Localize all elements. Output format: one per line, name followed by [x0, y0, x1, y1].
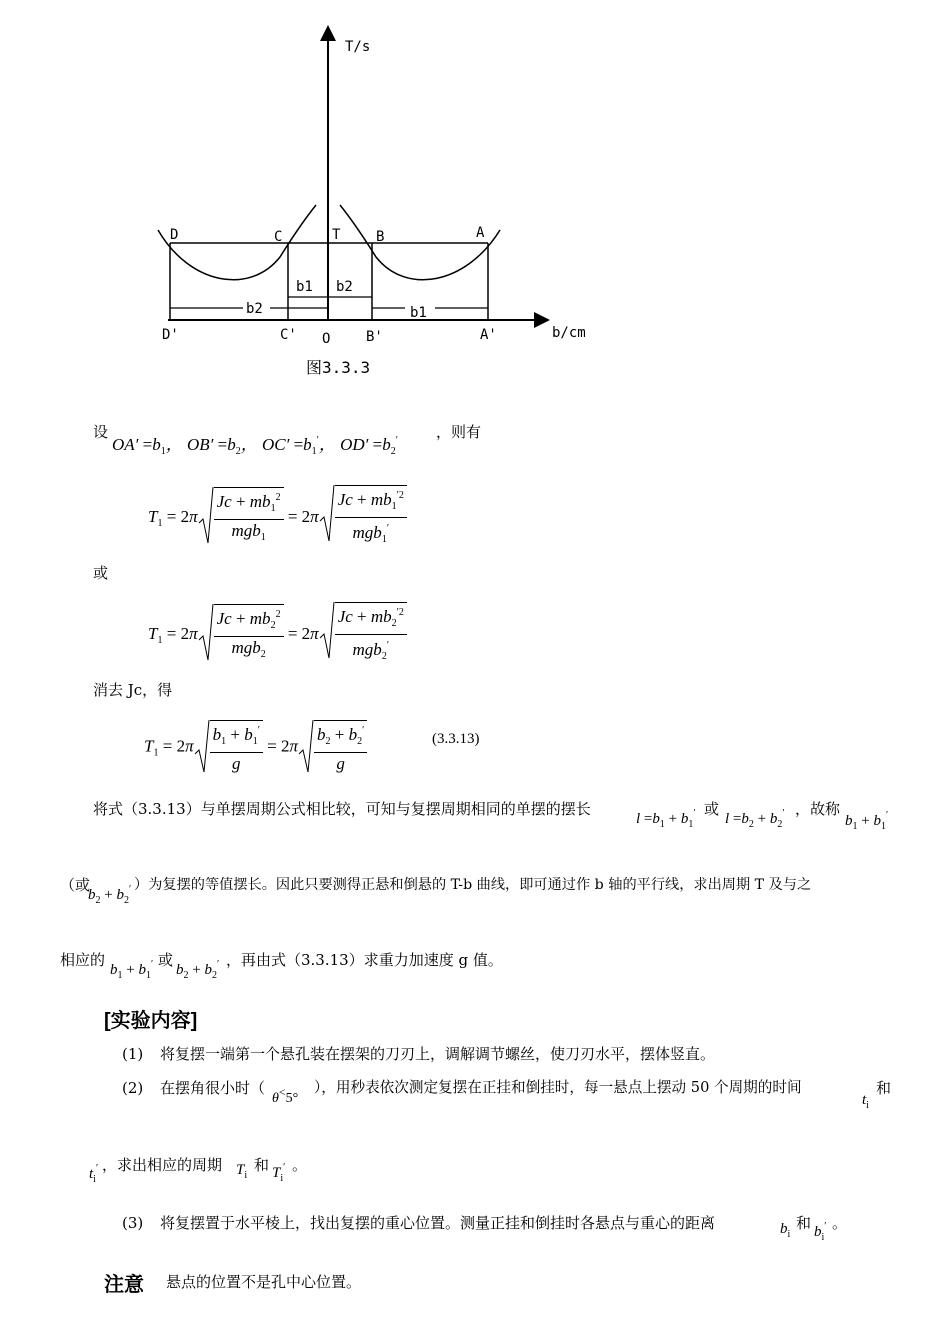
item-3-bi-prime: $b_i'$: [814, 1221, 827, 1243]
para3-open: 相应的: [60, 951, 106, 969]
label-a-prime: A': [480, 327, 497, 343]
label-t: T: [332, 227, 341, 243]
para1-therefore: ，故称: [795, 800, 841, 818]
para1-math-1: $l =b_1 + b_1'$: [636, 808, 696, 830]
item-2-ti: $t_i$: [862, 1092, 869, 1111]
item-2-Ti: $T_i$: [236, 1162, 248, 1181]
item-1-num: (1): [122, 1045, 144, 1063]
item-2-num: (2): [122, 1079, 144, 1097]
equation-3-3-13: $T_1 = 2\pi$ $\frac{b_1 + b_1'}{g}$ = 2π $\frac{b_2 + b_2'}{g}$: [144, 720, 367, 775]
para1-or: 或: [704, 800, 720, 818]
section-title: [实验内容]: [104, 1010, 198, 1032]
label-c: C: [274, 229, 283, 245]
label-d: D: [170, 227, 179, 243]
para3-math-2: $b_2 + b_2'$: [176, 959, 220, 981]
item-2-text-a: 在摆角很小时（: [160, 1079, 266, 1097]
equation-1: $T_1 = 2\pi$ $\frac{Jc + mb_1^2}{mgb_1}$ = 2π $\frac{Jc + mb_1^{'2}}{mgb_1'}$: [148, 485, 407, 551]
para1-text: 将式（3.3.13）与单摆周期公式相比较，可知与复摆周期相同的单摆的摆长: [93, 800, 591, 818]
item-2-Ti-prime: $T_i'$: [272, 1162, 286, 1184]
item-2-angle-math: θ<5°: [272, 1085, 299, 1106]
eliminate-text: 消去 Jc，得: [93, 681, 173, 699]
item-2-text-c: 和: [876, 1079, 892, 1097]
para3-text: ，再由式（3.3.13）求重力加速度 g 值。: [226, 951, 503, 969]
definition-line: 设: [93, 423, 109, 441]
t-b-curve-figure: [150, 25, 610, 385]
then-text: ，则有: [436, 423, 482, 441]
para1-math-3: $b_1 + b_1'$: [845, 810, 889, 832]
note-title: 注意: [104, 1274, 144, 1296]
item-3-text-c: 。: [832, 1214, 848, 1232]
label-b-prime: B': [366, 329, 383, 345]
y-axis-label: T/s: [345, 39, 371, 55]
definition-math: $OA' =b_1$， $OB' =b_2$， $OC' =b_1'$， $OD' =b_2'$: [112, 435, 398, 457]
note-text: 悬点的位置不是孔中心位置。: [166, 1273, 362, 1291]
item-3-bi: $b_i$: [780, 1221, 791, 1240]
label-b1-outer: b1: [410, 305, 427, 321]
or-word: 或: [93, 564, 109, 582]
label-a: A: [476, 225, 485, 241]
item-3-num: (3): [122, 1214, 144, 1232]
figure-caption: 图3.3.3: [306, 358, 371, 377]
para2-text: ）为复摆的等值摆长。因此只要测得正悬和倒悬的 T-b 曲线，即可通过作 b 轴的平行线，求出周期 T 及与之: [134, 877, 812, 893]
label-b1-inner: b1: [296, 279, 313, 295]
item-1-text: 将复摆一端第一个悬孔装在摆架的刀刃上，调解调节螺丝，使刀刃水平，摆体竖直。: [160, 1045, 716, 1063]
x-axis-label: b/cm: [552, 325, 586, 341]
item-2-cont-c: 。: [292, 1156, 308, 1174]
item-2-cont-b: 和: [254, 1156, 270, 1174]
para2-math: $b_2 + b_2'$: [88, 884, 132, 906]
label-d-prime: D': [162, 327, 179, 343]
para3-or: 或: [158, 951, 174, 969]
equation-number: (3.3.13): [432, 731, 480, 747]
item-3-text-a: 将复摆置于水平棱上，找出复摆的重心位置。测量正挂和倒挂时各悬点与重心的距离: [160, 1214, 716, 1232]
item-2-cont-a: ，求出相应的周期: [102, 1156, 223, 1174]
label-b2-inner: b2: [336, 279, 353, 295]
label-o: O: [322, 331, 331, 347]
para3-math-1: $b_1 + b_1'$: [110, 959, 154, 981]
item-2-ti-prime: $t_i'$: [89, 1163, 99, 1185]
label-b2-outer: b2: [246, 301, 263, 317]
item-2-text-b: ），用秒表依次测定复摆在正挂和倒挂时，每一悬点上摆动 50 个周期的时间: [314, 1079, 802, 1096]
label-b: B: [376, 229, 385, 245]
para1-math-2: $l =b_2 + b_2'$: [725, 808, 785, 830]
item-3-text-b: 和: [796, 1214, 812, 1232]
equation-2: $T_1 = 2\pi$ $\frac{Jc + mb_2^2}{mgb_2}$ = 2π $\frac{Jc + mb_2^{'2}}{mgb_2'}$: [148, 602, 407, 668]
para2-open: （或: [60, 876, 91, 894]
label-c-prime: C': [280, 327, 297, 343]
